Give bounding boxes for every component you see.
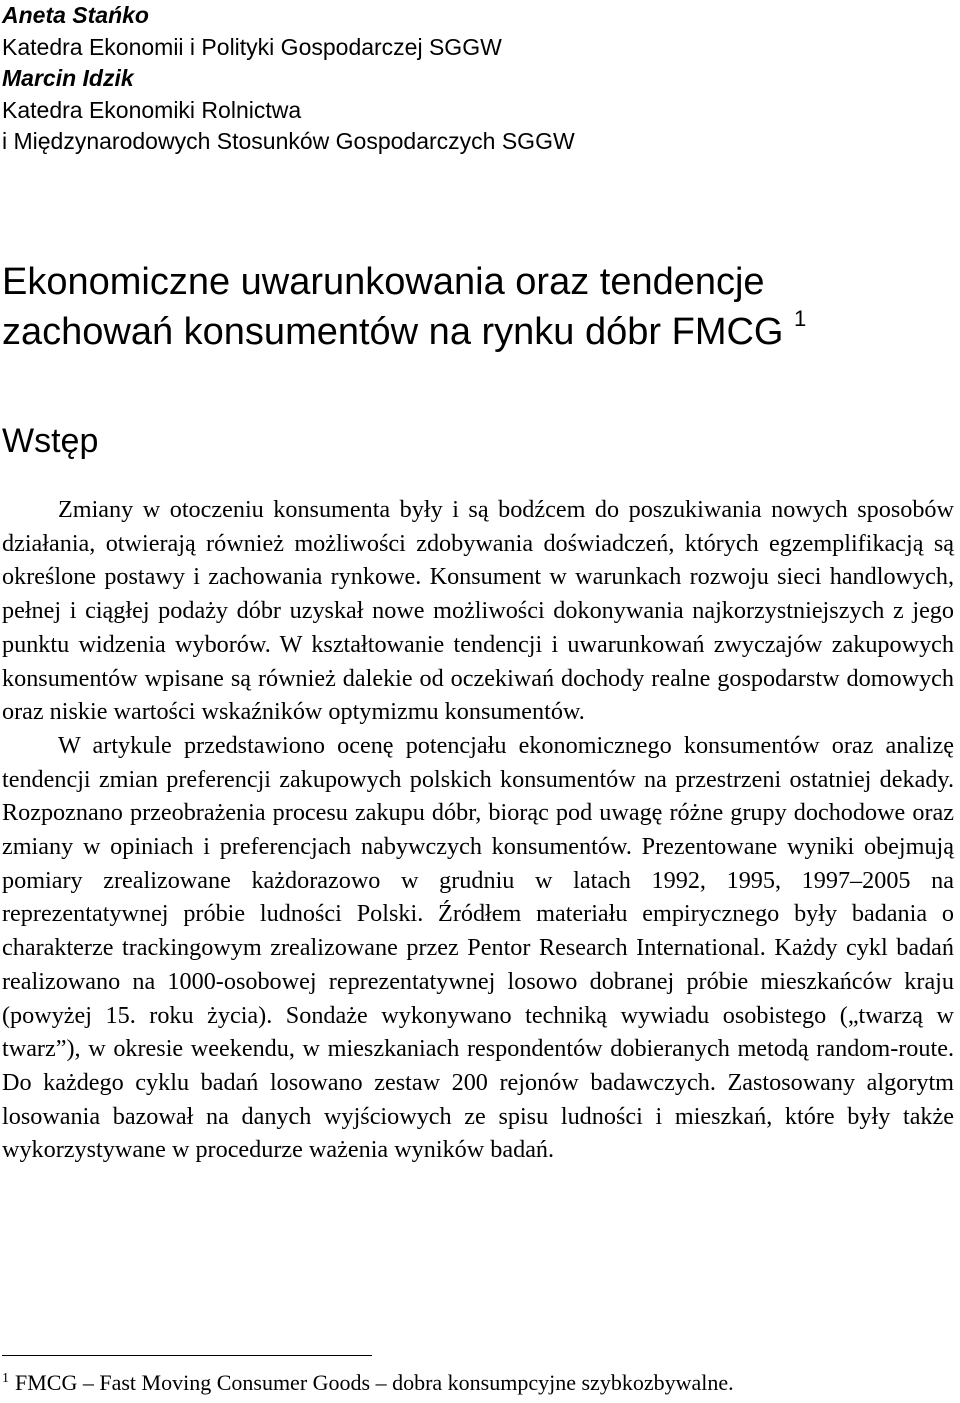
paragraph: Zmiany w otoczeniu konsumenta były i są bodźcem do poszukiwania nowych sposobów działania, otwierają również możliwości zdobywania doświadczeń, których egzemplifikacją są określone postawy i zachowania rynkowe. Konsument w warunkach rozwoju sieci handlowych, pełnej i ciągłej podaży dóbr uzyskał nowe możliwości dokonywania najkorzystniejszych z jego punktu widzenia wyborów. W kształtowanie tendencji i uwarunkowań zwyczajów zakupowych konsumentów wpisane są również dalekie od oczekiwań dochody realne gospodarstw domowych oraz niskie wartości wskaźników optymizmu konsumentów. [2,496,954,726]
section-heading: Wstęp [2,422,99,460]
paragraph: W artykule przedstawiono ocenę potencjału ekonomicznego konsumentów oraz analizę tendencji zmian preferencji zakupowych polskich konsumentów na przestrzeni ostatniej dekady. Rozpoznano przeobrażenia procesu zakupu dóbr, biorąc pod uwagę różne grupy dochodowe oraz zmiany w opiniach i preferencjach nabywczych konsumentów. Prezentowane wyniki obejmują pomiary zrealizowane każdorazowo w grudniu w latach 1992, 1995, 1997–2005 na reprezentatywnej próbie ludności Polski. Źródłem materiału empirycznego były badania o charakterze trackingowym zrealizowane przez Pentor Research International. Każdy cykl badań realizowano na 1000-osobowej reprezentatywnej losowo dobranej próbie mieszkańców kraju (powyżej 15. roku życia). Sondaże wykonywano techniką wywiadu osobistego („twarzą w twarz”), w okresie weekendu, w mieszkaniach respondentów dobieranych metodą random-route. Do każdego cyklu badań losowano zestaw 200 rejonów badawczych. Zastosowany algorytm losowania bazował na danych wyjściowych ze spisu ludności i mieszkań, które były także wykorzystywane w procedurze ważenia wyników badań. [2,731,954,1164]
title-footnote-marker: 1 [794,306,807,332]
article-title-line-1: Ekonomiczne uwarunkowania oraz tendencje [2,261,765,303]
footnote-marker: 1 [2,1371,9,1386]
author-affiliation-1: Katedra Ekonomii i Polityki Gospodarczej SGGW [2,34,502,60]
author-affiliation-2-line-1: Katedra Ekonomiki Rolnictwa [2,97,302,123]
author-affiliation-2-line-2: i Międzynarodowych Stosunków Gospodarczych SGGW [2,128,575,154]
footnote-text: FMCG – Fast Moving Consumer Goods – dobra konsumpcyjne szybkozbywalne. [15,1370,734,1395]
footnote-separator [2,1355,372,1356]
author-name-1: Aneta Stańko [2,2,149,28]
footnote [2,1368,734,1398]
body-text [2,493,954,1167]
author-name-2: Marcin Idzik [2,65,134,91]
article-title-line-2 [2,308,806,356]
article-title-line-2-text: zachowań konsumentów na rynku dóbr FMCG [2,311,784,353]
